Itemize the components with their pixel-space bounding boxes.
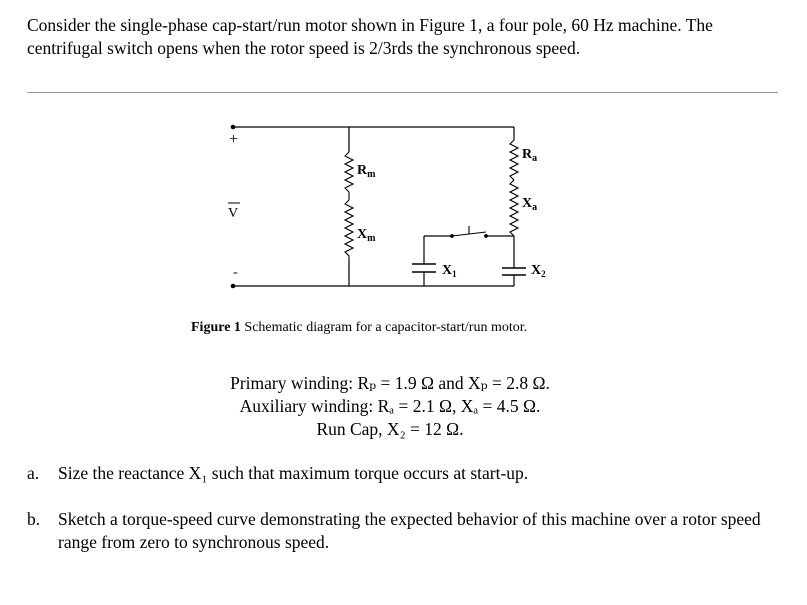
xm-reactor-coil bbox=[345, 200, 353, 260]
x1-label: $X_1$ bbox=[442, 263, 457, 279]
question-b-label: b. bbox=[27, 509, 41, 529]
primary-winding-line: Primary winding: Rₚ = 1.9 Ω and Xₚ = 2.8 Ω. bbox=[230, 373, 550, 393]
winding-parameters bbox=[200, 372, 580, 441]
figure-caption-text: Schematic diagram for a capacitor-start/run motor. bbox=[240, 320, 528, 335]
question-b-text: Sketch a torque-speed curve demonstrating the expected behavior of this machine over a rotor speed range from zero to synchronous speed. bbox=[58, 509, 761, 552]
question-a-label: a. bbox=[27, 463, 40, 483]
plus-label: + bbox=[229, 131, 239, 148]
start-capacitor-x1 bbox=[412, 264, 436, 272]
problem-intro: Consider the single-phase cap-start/run motor shown in Figure 1, a four pole, 60 Hz machine. The centrifugal switch opens when the rotor speed is 2/3rds the synchronous speed. bbox=[27, 15, 713, 58]
ra-label: $R_a$ bbox=[522, 147, 538, 164]
question-a-text: Size the reactance X₁ such that maximum torque occurs at start-up. bbox=[58, 463, 529, 483]
auxiliary-winding-line: Auxiliary winding: Rₐ = 2.1 Ω, Xₐ = 4.5 Ω. bbox=[239, 396, 541, 416]
top-terminal bbox=[231, 125, 236, 130]
xa-label: $X_a$ bbox=[522, 196, 538, 213]
voltage-label: V bbox=[228, 206, 239, 221]
minus-label: - bbox=[233, 265, 238, 280]
rm-resistor-coil bbox=[345, 152, 353, 192]
centrifugal-switch bbox=[451, 226, 488, 237]
figure-caption-label: Figure 1 bbox=[191, 320, 241, 335]
circuit-wires bbox=[233, 127, 514, 286]
rm-label: $R_m$ bbox=[357, 163, 376, 180]
xm-label: $X_m$ bbox=[357, 227, 376, 244]
figure-caption bbox=[191, 320, 527, 336]
ra-resistor-coil bbox=[510, 140, 518, 180]
bottom-terminal bbox=[231, 284, 236, 289]
run-cap-line: Run Cap, X₂ = 12 Ω. bbox=[316, 419, 464, 439]
x2-label: $X_2$ bbox=[531, 263, 546, 279]
run-capacitor-x2 bbox=[502, 268, 526, 275]
xa-reactor-coil bbox=[510, 180, 518, 236]
